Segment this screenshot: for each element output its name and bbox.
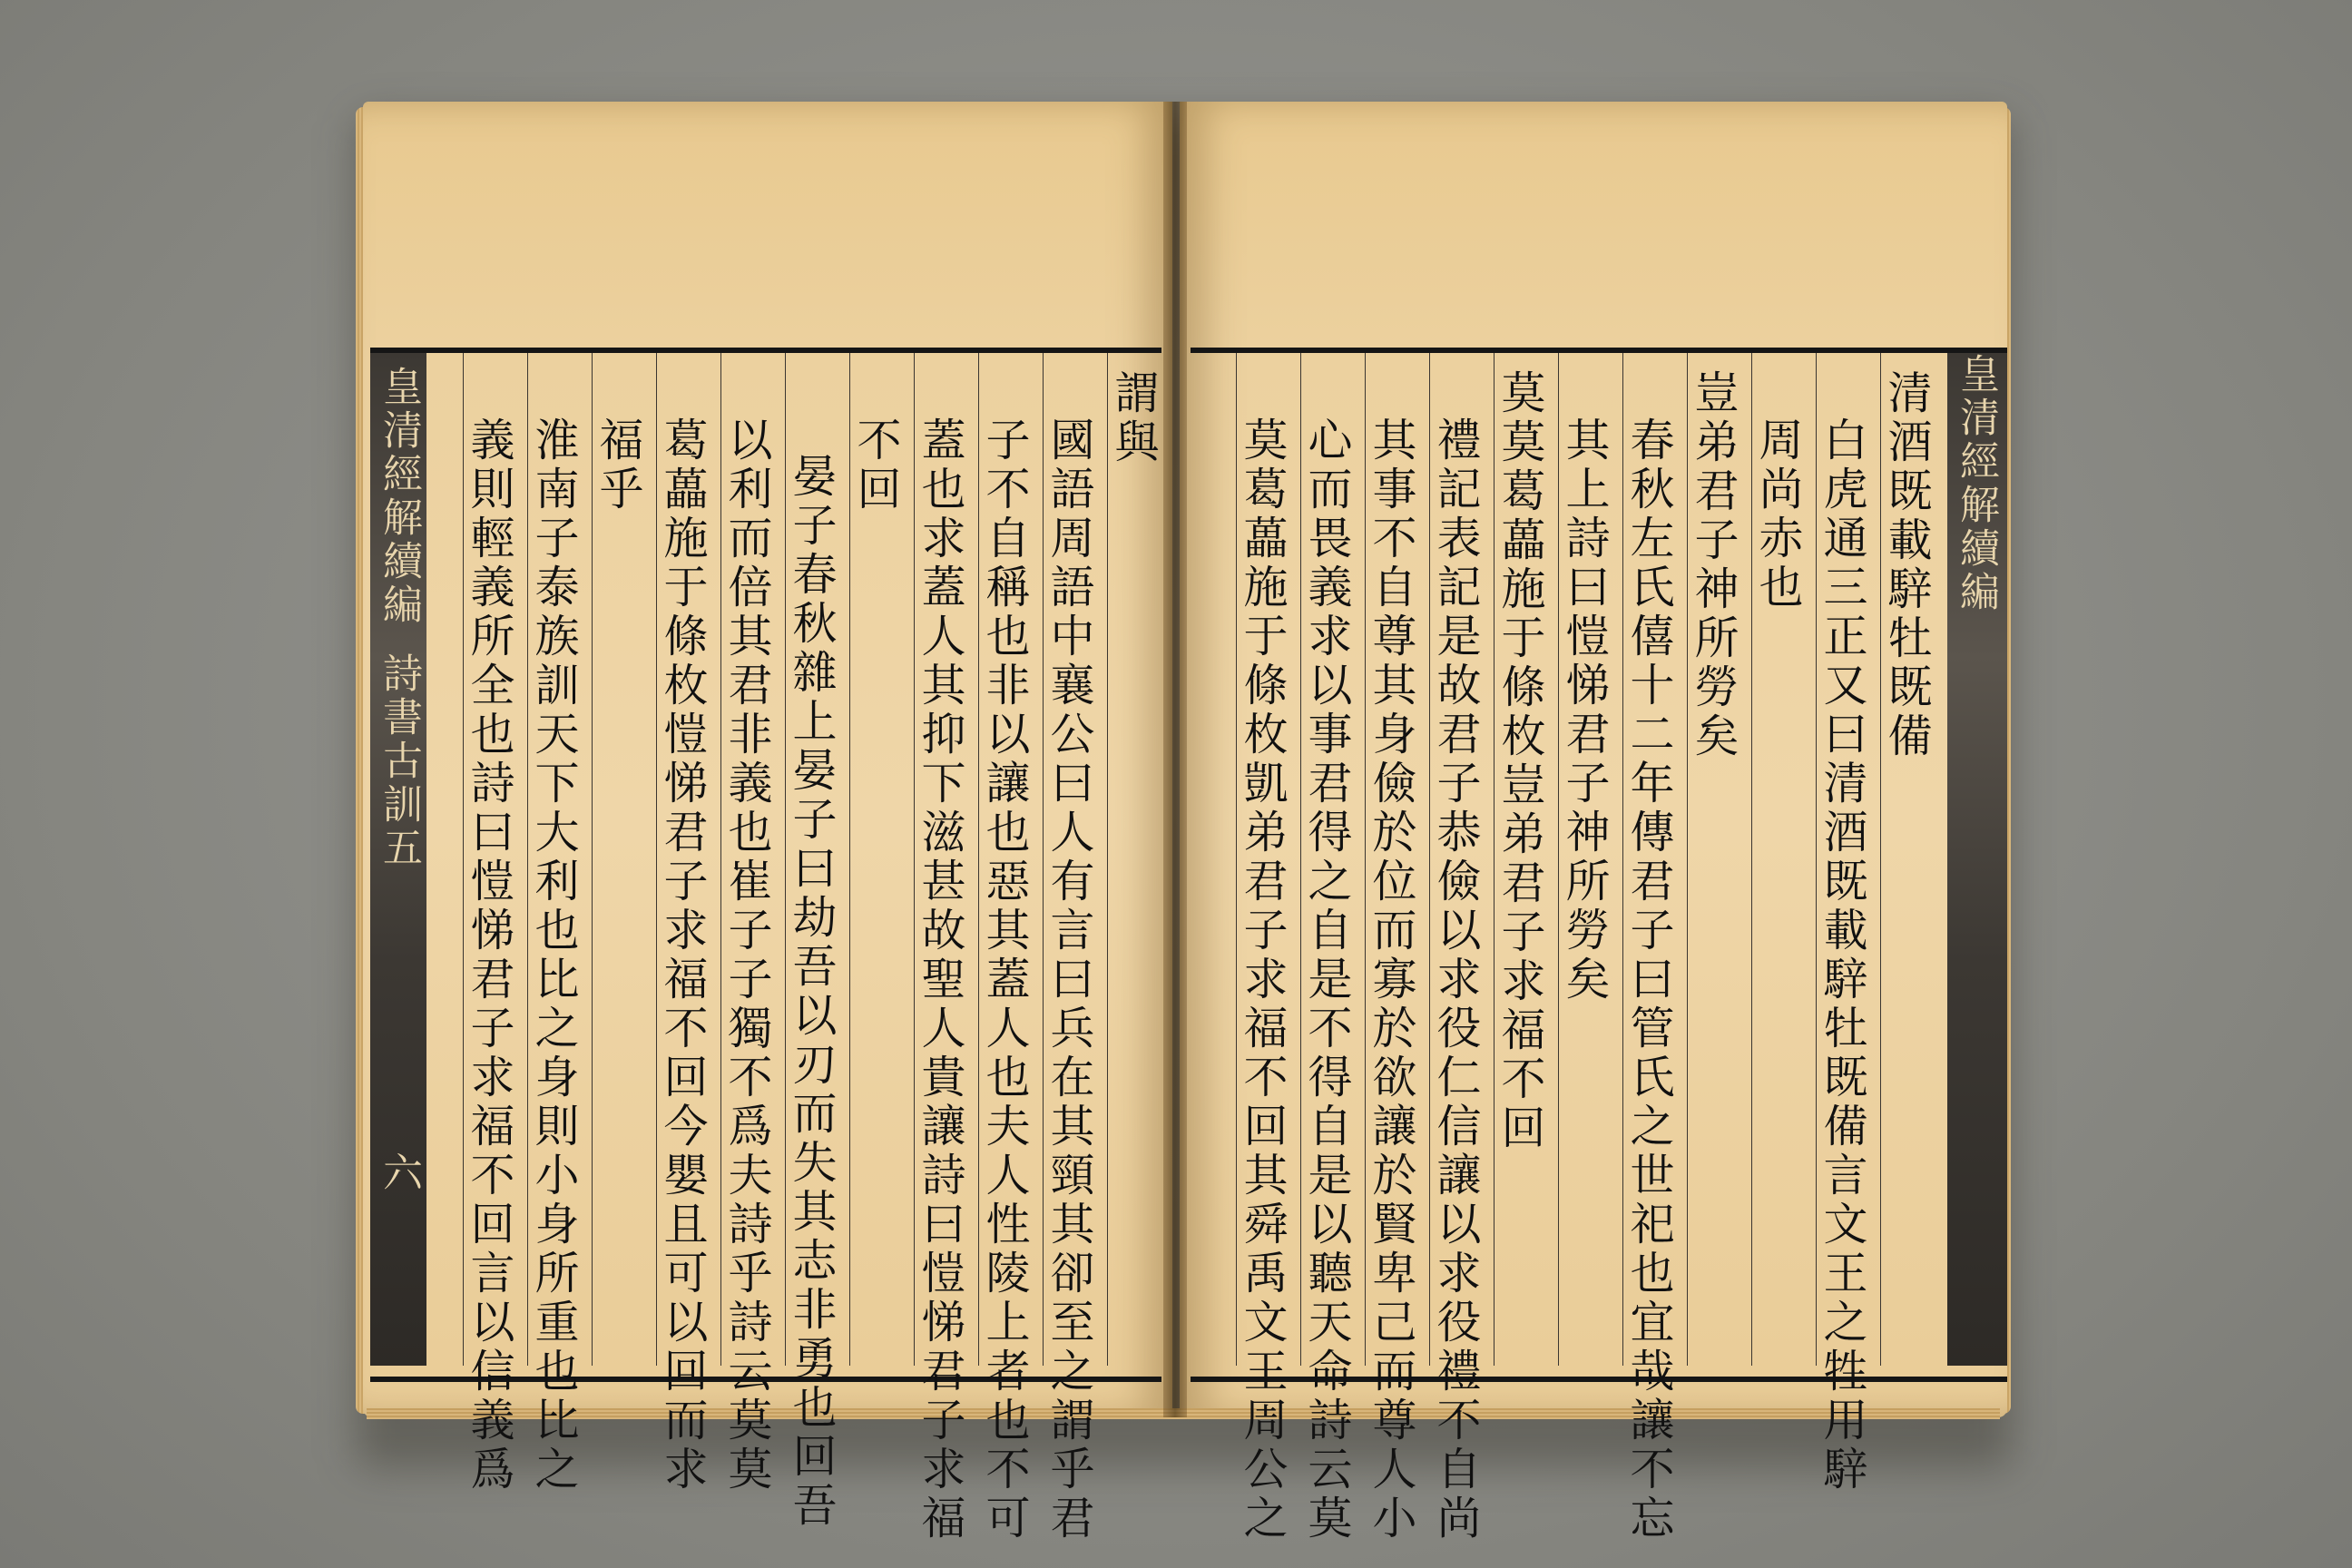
text-column	[1107, 353, 1159, 1366]
text-column	[849, 353, 901, 1366]
column-text: 晏子春秋雜上晏子曰劫吾以刃而失其志非勇也回吾	[786, 453, 838, 1531]
text-column	[1816, 353, 1868, 1494]
column-text: 周尚赤也	[1752, 416, 1804, 612]
column-text: 其上詩曰愷悌君子神所勞矣	[1559, 416, 1611, 1004]
book-gutter	[1163, 102, 1187, 1417]
left-banxin-strip	[370, 353, 426, 1366]
text-column	[1494, 353, 1545, 1366]
column-text: 心而畏義求以事君得之自是不得自是以聽天命詩云莫	[1301, 416, 1353, 1544]
text-column	[1687, 353, 1739, 1366]
column-text: 莫葛藟施于條枚凱弟君子求福不回其舜禹文王周公之	[1237, 416, 1289, 1544]
text-column	[1558, 353, 1610, 1366]
text-column	[1300, 353, 1353, 1544]
text-column	[720, 353, 773, 1494]
column-text: 莫莫葛藟施于條枚豈弟君子求福不回	[1494, 369, 1546, 1153]
banxin-leaf-number: 六	[376, 1152, 422, 1195]
text-column	[914, 353, 966, 1544]
left-text-frame	[370, 348, 1161, 1544]
column-text: 福乎	[593, 416, 644, 514]
column-text: 淮南子泰族訓天下大利也比之身則小身所重也比之	[528, 416, 580, 1494]
column-text: 謂與	[1108, 369, 1160, 467]
right-text-frame	[1191, 348, 2007, 1544]
column-text: 白虎通三正又曰清酒既載騂牡既備言文王之牲用騂	[1817, 416, 1868, 1494]
text-column	[785, 353, 838, 1531]
text-column	[1880, 353, 1932, 1366]
text-column	[527, 353, 580, 1494]
banxin-title: 皇清經解續編	[1953, 353, 1999, 614]
column-text: 其事不自尊其身儉於位而寡於欲讓於賢卑己而尊人小	[1366, 416, 1417, 1544]
column-text: 義則輕義所全也詩曰愷悌君子求福不回言以信義爲	[464, 416, 515, 1494]
text-column	[978, 353, 1031, 1544]
column-text: 葛藟施于條枚愷悌君子求福不回今嬰且可以回而求	[657, 416, 709, 1494]
column-text: 豈弟君子神所勞矣	[1688, 369, 1740, 761]
column-text: 以利而倍其君非義也崔子子獨不爲夫詩乎詩云莫莫	[721, 416, 773, 1494]
text-column	[1365, 353, 1417, 1544]
column-text: 國語周語中襄公曰人有言曰兵在其頸其卻至之謂乎君	[1044, 416, 1095, 1544]
column-text: 清酒既載騂牡既備	[1881, 369, 1933, 761]
text-column	[592, 353, 643, 1366]
text-column	[1751, 353, 1803, 1366]
text-column	[1622, 353, 1675, 1544]
banxin-title: 皇清經解續編	[376, 366, 422, 627]
column-text: 禮記表記是故君子恭儉以求役仁信讓以求役禮不自尚	[1430, 416, 1482, 1544]
banxin-section: 詩書古訓五	[376, 652, 422, 870]
text-column	[1429, 353, 1482, 1544]
column-text: 春秋左氏僖十二年傳君子曰管氏之世祀也宜哉讓不忘	[1623, 416, 1675, 1544]
column-text: 子不自稱也非以讓也惡其蓋人也夫人性陵上者也不可	[979, 416, 1031, 1544]
right-banxin-strip	[1947, 353, 2007, 1366]
text-column	[656, 353, 709, 1494]
text-column	[1236, 353, 1289, 1544]
column-text: 不回	[850, 416, 902, 514]
text-column	[1043, 353, 1095, 1544]
text-column	[463, 353, 515, 1494]
column-text: 蓋也求蓋人其抑下滋甚故聖人貴讓詩曰愷悌君子求福	[915, 416, 966, 1544]
